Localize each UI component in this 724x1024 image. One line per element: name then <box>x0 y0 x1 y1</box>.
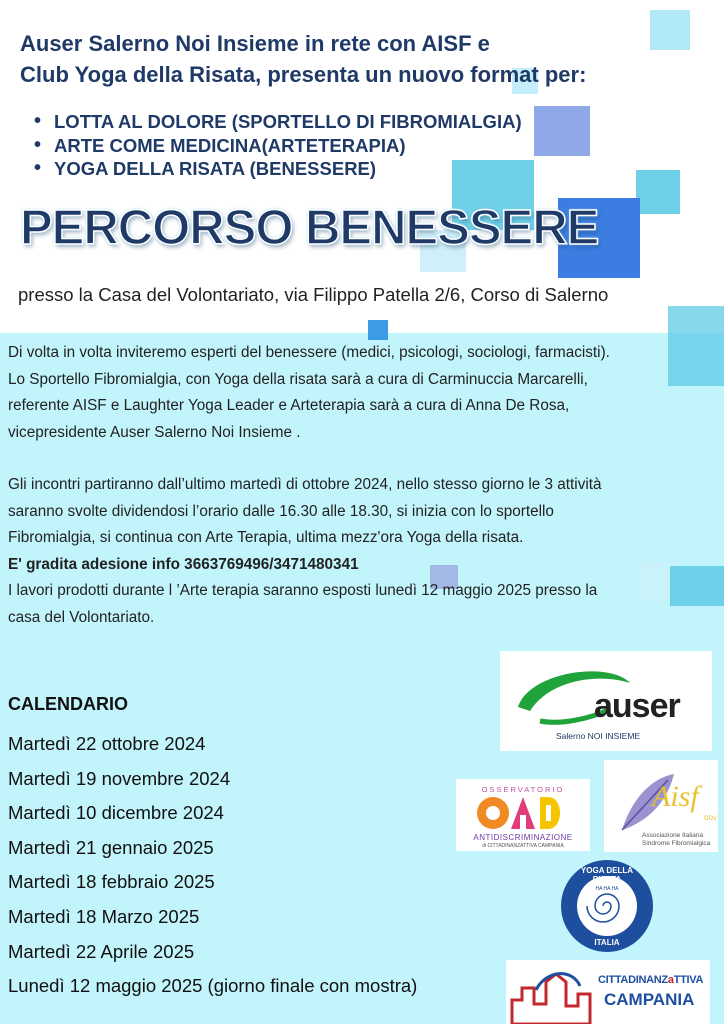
calendar-date: Martedì 18 febbraio 2025 <box>8 871 215 893</box>
address: presso la Casa del Volontariato, via Filippo Patella 2/6, Corso di Salerno <box>18 284 609 305</box>
topic-item: • YOGA DELLA RISATA (BENESSERE) <box>34 157 522 181</box>
calendar-date: Martedì 22 Aprile 2025 <box>8 940 195 962</box>
desc-line: casa del Volontariato. <box>8 608 155 626</box>
desc-line: Lo Sportello Fibromialgia, con Yoga della risata sarà a cura di Carminuccia Marcarelli, <box>8 370 588 388</box>
calendar-title: CALENDARIO <box>8 694 128 714</box>
oad-tiny-text: di CITTADINANZATTIVA CAMPANIA <box>482 843 564 849</box>
yoga-ring-top: YOGA DELLA RISATA <box>580 866 634 884</box>
desc-line: referente AISF e Laughter Yoga Leader e Arteterapia sarà a cura di Anna De Rosa, <box>8 397 570 414</box>
citta-line1 <box>598 974 703 986</box>
aisf-subtitle-1: Associazione Italiana <box>642 832 704 839</box>
aisf-odv: ODV <box>704 816 718 822</box>
calendar-list <box>8 727 417 1004</box>
intro-line: Auser Salerno Noi Insieme in rete con AISF e <box>20 31 490 56</box>
cittadinanzattiva-logo <box>506 960 710 1024</box>
desc-line: Fibromialgia, si continua con Arte Terapia, ultima mezz'ora Yoga della risata. <box>8 529 524 546</box>
citta-a-glyph: a <box>667 974 674 986</box>
calendar-date: Martedì 22 ottobre 2024 <box>8 733 206 754</box>
aisf-subtitle-2: Sindrome Fibromialgica <box>642 840 711 847</box>
description <box>8 340 720 631</box>
topic-item: • ARTE COME MEDICINA(ARTETERAPIA) <box>34 134 522 158</box>
deco-square <box>636 170 680 214</box>
citta-line1-b: TTIVA <box>673 974 704 986</box>
desc-line: Di volta in volta inviteremo esperti del benessere (medici, psicologi, sociologi, farmacisti). <box>8 344 610 361</box>
yoga-ring-bottom: ITALIA <box>594 938 620 947</box>
contact-info: E' gradita adesione info 3663769496/3471480341 <box>8 555 359 573</box>
auser-logo <box>500 651 712 751</box>
desc-line: vicepresidente Auser Salerno Noi Insieme . <box>8 423 301 441</box>
oad-top-text: OSSERVATORIO <box>481 785 565 794</box>
calendar-date: Martedì 21 gennaio 2025 <box>8 836 214 858</box>
city-skyline-icon <box>506 960 596 1024</box>
intro-line: Club Yoga della Risata, presenta un nuovo format per: <box>20 62 587 87</box>
topic-item: • LOTTA AL DOLORE (SPORTELLO DI FIBROMIALGIA) <box>34 110 522 134</box>
auser-wordmark: auser <box>594 687 680 725</box>
desc-line: I lavori prodotti durante l ’Arte terapia saranno esposti lunedì 12 maggio 2025 presso la <box>8 582 598 599</box>
oad-letters-icon <box>456 793 590 833</box>
aisf-wordmark: Aisf <box>652 780 699 813</box>
oad-logo <box>456 779 590 851</box>
citta-line1-a: CITTADINANZ <box>598 974 668 986</box>
aisf-logo <box>604 760 718 852</box>
yoga-risata-logo <box>559 858 655 954</box>
desc-line: Gli incontri partiranno dall’ultimo martedì di ottobre 2024, nello stesso giorno le 3 attività <box>8 476 602 493</box>
deco-square <box>534 106 590 156</box>
desc-line: saranno svolte dividendosi l’orario dalle 16.30 alle 18.30, si inizia con lo sportello <box>8 502 554 520</box>
oad-subtitle: ANTIDISCRIMINAZIONE <box>473 833 573 842</box>
topics-list <box>34 110 522 181</box>
citta-line2: CAMPANIA <box>604 990 695 1009</box>
calendar-date: Lunedì 12 maggio 2025 (giorno finale con mostra) <box>8 975 418 997</box>
calendar-date: Martedì 19 novembre 2024 <box>8 767 231 789</box>
calendar-date: Martedì 18 Marzo 2025 <box>8 905 200 927</box>
deco-square <box>368 320 388 340</box>
auser-subtitle: Salerno NOI INSIEME <box>556 731 641 741</box>
intro-text <box>20 28 710 90</box>
yoga-center-text: HA HA HA <box>595 886 619 892</box>
calendar-date: Martedì 10 dicembre 2024 <box>8 802 224 824</box>
page-title: PERCORSO BENESSERE <box>20 201 599 255</box>
